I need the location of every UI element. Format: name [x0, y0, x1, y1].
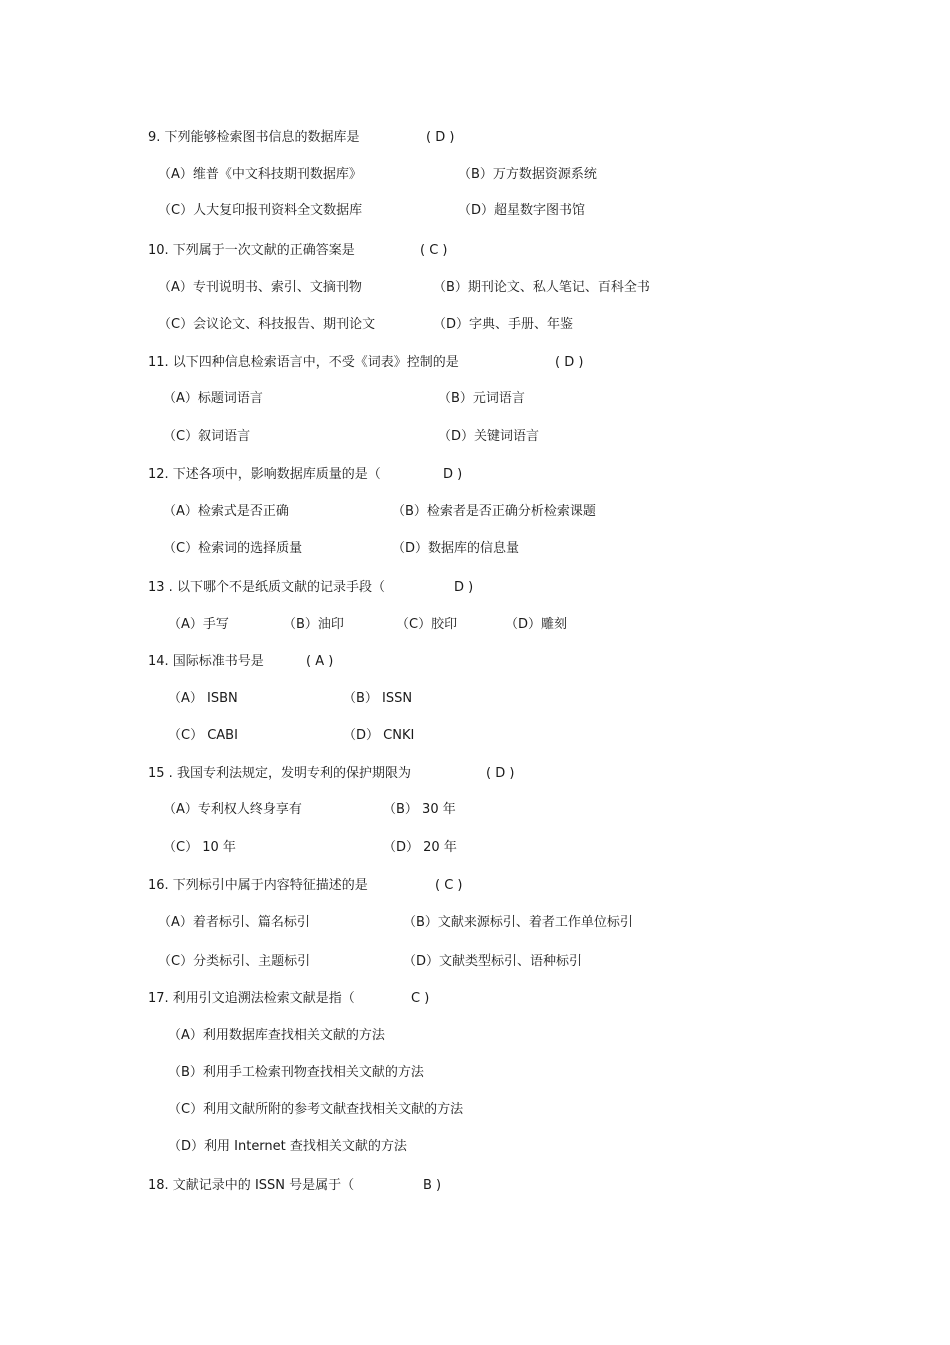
question-16-stem: 16. 下列标引中属于内容特征描述的是 — [148, 878, 368, 893]
question-16-option-d: （D）文献类型标引、语种标引 — [403, 954, 583, 969]
question-12-stem: 12. 下述各项中，影响数据库质量的是（ — [148, 467, 381, 482]
question-16-option-b: （B）文献来源标引、着者工作单位标引 — [403, 915, 633, 930]
question-11-option-a: （A）标题词语言 — [163, 391, 263, 406]
question-13-option-a: （A）手写 — [168, 617, 229, 632]
question-17-option-a: （A）利用数据库查找相关文献的方法 — [168, 1028, 385, 1043]
question-12-option-d: （D）数据库的信息量 — [392, 541, 520, 556]
question-13-stem: 13 . 以下哪个不是纸质文献的记录手段（ — [148, 580, 385, 595]
question-11-option-d: （D）关键词语言 — [438, 429, 540, 444]
question-11-stem: 11. 以下四种信息检索语言中，不受《词表》控制的是 — [148, 355, 459, 370]
question-11-option-c: （C）叙词语言 — [163, 429, 251, 444]
question-14-option-b: （B） ISSN — [343, 691, 413, 706]
question-17-option-b: （B）利用手工检索刊物查找相关文献的方法 — [168, 1065, 424, 1080]
question-10-option-b: （B）期刊论文、私人笔记、百科全书 — [433, 280, 650, 295]
question-14-option-c: （C） CABI — [168, 728, 238, 743]
question-11-option-b: （B）元词语言 — [438, 391, 525, 406]
question-17-option-c: （C）利用文献所附的参考文献查找相关文献的方法 — [168, 1102, 464, 1117]
question-13-option-b: （B）油印 — [283, 617, 344, 632]
question-15-option-d: （D） 20 年 — [383, 840, 457, 855]
question-12-option-b: （B）检索者是否正确分析检索课题 — [392, 504, 596, 519]
question-15-stem: 15 . 我国专利法规定，发明专利的保护期限为 — [148, 766, 411, 781]
question-17-stem: 17. 利用引文追溯法检索文献是指（ — [148, 991, 355, 1006]
question-16-option-a: （A）着者标引、篇名标引 — [158, 915, 310, 930]
question-18-stem: 18. 文献记录中的 ISSN 号是属于（ — [148, 1178, 355, 1193]
question-9-option-d: （D）超星数字图书馆 — [458, 203, 586, 218]
question-14-answer: ( A ) — [306, 654, 334, 669]
question-10-option-a: （A）专刊说明书、索引、文摘刊物 — [158, 280, 362, 295]
question-14-stem: 14. 国际标准书号是 — [148, 654, 264, 669]
question-10-option-c: （C）会议论文、科技报告、期刊论文 — [158, 317, 376, 332]
question-9-stem: 9. 下列能够检索图书信息的数据库是 — [148, 130, 360, 145]
question-9-answer: ( D ) — [426, 130, 455, 145]
question-12-option-a: （A）检索式是否正确 — [163, 504, 289, 519]
question-16-option-c: （C）分类标引、主题标引 — [158, 954, 311, 969]
question-12-option-c: （C）检索词的选择质量 — [163, 541, 303, 556]
question-12-answer: D ) — [443, 467, 463, 482]
question-13-option-c: （C）胶印 — [396, 617, 458, 632]
question-15-option-a: （A）专利权人终身享有 — [163, 802, 302, 817]
question-15-option-c: （C） 10 年 — [163, 840, 236, 855]
question-11-answer: ( D ) — [555, 355, 584, 370]
question-15-option-b: （B） 30 年 — [383, 802, 456, 817]
question-9-option-a: （A）维普《中文科技期刊数据库》 — [158, 167, 362, 182]
question-17-option-d: （D）利用 Internet 查找相关文献的方法 — [168, 1139, 407, 1154]
question-16-answer: ( C ) — [435, 878, 463, 893]
question-15-answer: ( D ) — [486, 766, 515, 781]
question-10-stem: 10. 下列属于一次文献的正确答案是 — [148, 243, 355, 258]
question-13-option-d: （D）雕刻 — [505, 617, 568, 632]
question-18-answer: B ) — [423, 1178, 442, 1193]
question-9-option-b: （B）万方数据资源系统 — [458, 167, 597, 182]
question-10-answer: ( C ) — [420, 243, 448, 258]
question-17-answer: C ) — [411, 991, 430, 1006]
question-14-option-d: （D） CNKI — [343, 728, 415, 743]
question-9-option-c: （C）人大复印报刊资料全文数据库 — [158, 203, 363, 218]
question-10-option-d: （D）字典、手册、年鉴 — [433, 317, 574, 332]
question-14-option-a: （A） ISBN — [168, 691, 238, 706]
question-13-answer: D ) — [454, 580, 474, 595]
